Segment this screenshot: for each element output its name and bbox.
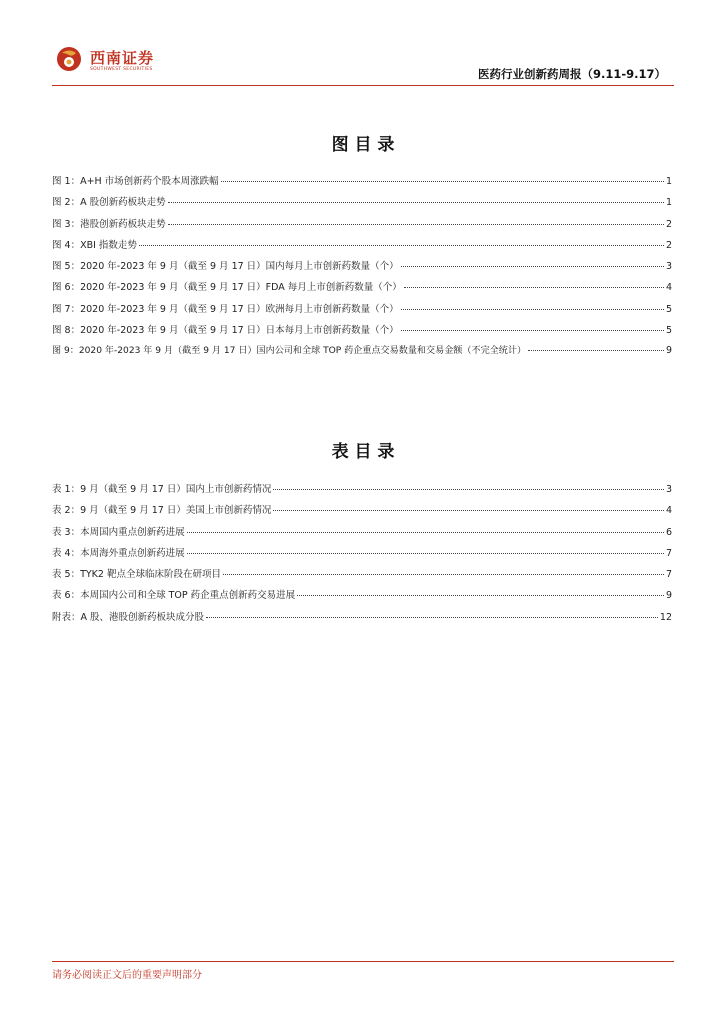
toc-entry-text: 表 6：本周国内公司和全球 TOP 药企重点创新药交易进展 [52, 590, 296, 602]
toc-leader-dots [297, 595, 664, 596]
logo-mark-icon [56, 44, 82, 74]
toc-leader-dots [223, 574, 664, 575]
toc-page-number: 1 [665, 197, 672, 209]
toc-leader-dots [168, 224, 664, 225]
toc-entry-text: 图 3：港股创新药板块走势 [52, 218, 166, 230]
toc-entry-table-2[interactable] [52, 502, 672, 523]
toc-page-number: 1 [665, 176, 672, 187]
toc-leader-dots [273, 489, 664, 490]
toc-page-number: 4 [665, 282, 672, 294]
toc-leader-dots [139, 245, 664, 246]
toc-page-number: 5 [665, 303, 672, 315]
figures-toc-title: 图 目 录 [331, 135, 395, 155]
toc-entry-text: 图 8：2020 年-2023 年 9 月（截至 9 月 17 日）日本每月上市创新药数量（个） [52, 325, 399, 337]
toc-entry-table-3[interactable] [52, 524, 672, 545]
figures-toc-list [52, 173, 672, 365]
toc-entry-text: 图 1：A+H 市场创新药个股本周涨跌幅 [52, 176, 219, 187]
report-title: 医药行业创新药周报（9.11-9.17） [477, 67, 666, 81]
toc-entry-figure-7[interactable] [52, 301, 672, 322]
header-divider [52, 85, 674, 86]
toc-entry-figure-6[interactable] [52, 279, 672, 300]
toc-leader-dots [401, 330, 664, 331]
toc-entry-text: 附表：A 股、港股创新药板块成分股 [52, 611, 205, 623]
toc-entry-table-5[interactable] [52, 566, 672, 587]
toc-entry-text: 表 1：9 月（截至 9 月 17 日）国内上市创新药情况 [52, 484, 272, 495]
tables-toc-list [52, 481, 672, 630]
toc-leader-dots [168, 202, 664, 203]
toc-entry-text: 图 7：2020 年-2023 年 9 月（截至 9 月 17 日）欧洲每月上市创新药数量（个） [52, 303, 399, 315]
footer-divider [52, 961, 674, 962]
toc-entry-text: 图 4：XBI 指数走势 [52, 239, 137, 251]
tables-toc-title: 表 目 录 [331, 442, 395, 462]
toc-page-number: 4 [665, 505, 672, 517]
toc-entry-figure-4[interactable] [52, 237, 672, 258]
toc-entry-table-1[interactable] [52, 481, 672, 502]
toc-entry-text: 图 9：2020 年-2023 年 9 月（截至 9 月 17 日）国内公司和全球 TOP 药企重点交易数量和交易金额（不完全统计） [52, 346, 527, 357]
logo-english-name: SOUTHWEST SECURITIES [90, 67, 153, 72]
toc-entry-text: 图 5：2020 年-2023 年 9 月（截至 9 月 17 日）国内每月上市创新药数量（个） [52, 261, 399, 273]
toc-leader-dots [187, 532, 664, 533]
toc-page-number: 7 [665, 569, 672, 581]
toc-entry-figure-5[interactable] [52, 258, 672, 279]
toc-leader-dots [528, 350, 664, 351]
toc-entry-figure-1[interactable] [52, 173, 672, 194]
toc-entry-text: 表 3：本周国内重点创新药进展 [52, 526, 185, 538]
toc-page-number: 12 [659, 611, 672, 623]
toc-page-number: 5 [665, 325, 672, 337]
toc-entry-table-6[interactable] [52, 587, 672, 608]
toc-page-number: 9 [665, 590, 672, 602]
toc-leader-dots [273, 510, 664, 511]
toc-entry-text: 表 2：9 月（截至 9 月 17 日）美国上市创新药情况 [52, 505, 272, 517]
toc-entry-figure-8[interactable] [52, 322, 672, 343]
logo-chinese-name: 西南证券 [90, 49, 155, 67]
toc-entry-text: 图 6：2020 年-2023 年 9 月（截至 9 月 17 日）FDA 每月上市创新药数量（个） [52, 282, 402, 294]
toc-page-number: 7 [665, 547, 672, 559]
toc-leader-dots [404, 287, 664, 288]
toc-leader-dots [401, 266, 664, 267]
toc-page-number: 2 [665, 218, 672, 230]
toc-entry-text: 图 2：A 股创新药板块走势 [52, 197, 166, 209]
toc-leader-dots [206, 617, 658, 618]
page-header [52, 40, 674, 88]
toc-entry-figure-2[interactable] [52, 194, 672, 215]
toc-page-number: 3 [665, 261, 672, 273]
toc-leader-dots [187, 553, 664, 554]
toc-leader-dots [221, 181, 664, 182]
toc-entry-text: 表 4：本周海外重点创新药进展 [52, 547, 185, 559]
toc-leader-dots [401, 309, 664, 310]
toc-entry-table-4[interactable] [52, 545, 672, 566]
toc-page-number: 2 [665, 239, 672, 251]
toc-page-number: 9 [665, 345, 672, 357]
toc-page-number: 6 [665, 526, 672, 538]
toc-entry-figure-3[interactable] [52, 216, 672, 237]
footer-disclaimer-note: 请务必阅读正文后的重要声明部分 [52, 970, 202, 981]
toc-page-number: 3 [665, 484, 672, 495]
toc-entry-figure-9[interactable] [52, 343, 672, 364]
toc-entry-text: 表 5：TYK2 靶点全球临床阶段在研项目 [52, 569, 221, 581]
toc-entry-appendix[interactable] [52, 609, 672, 630]
company-logo [56, 44, 206, 80]
